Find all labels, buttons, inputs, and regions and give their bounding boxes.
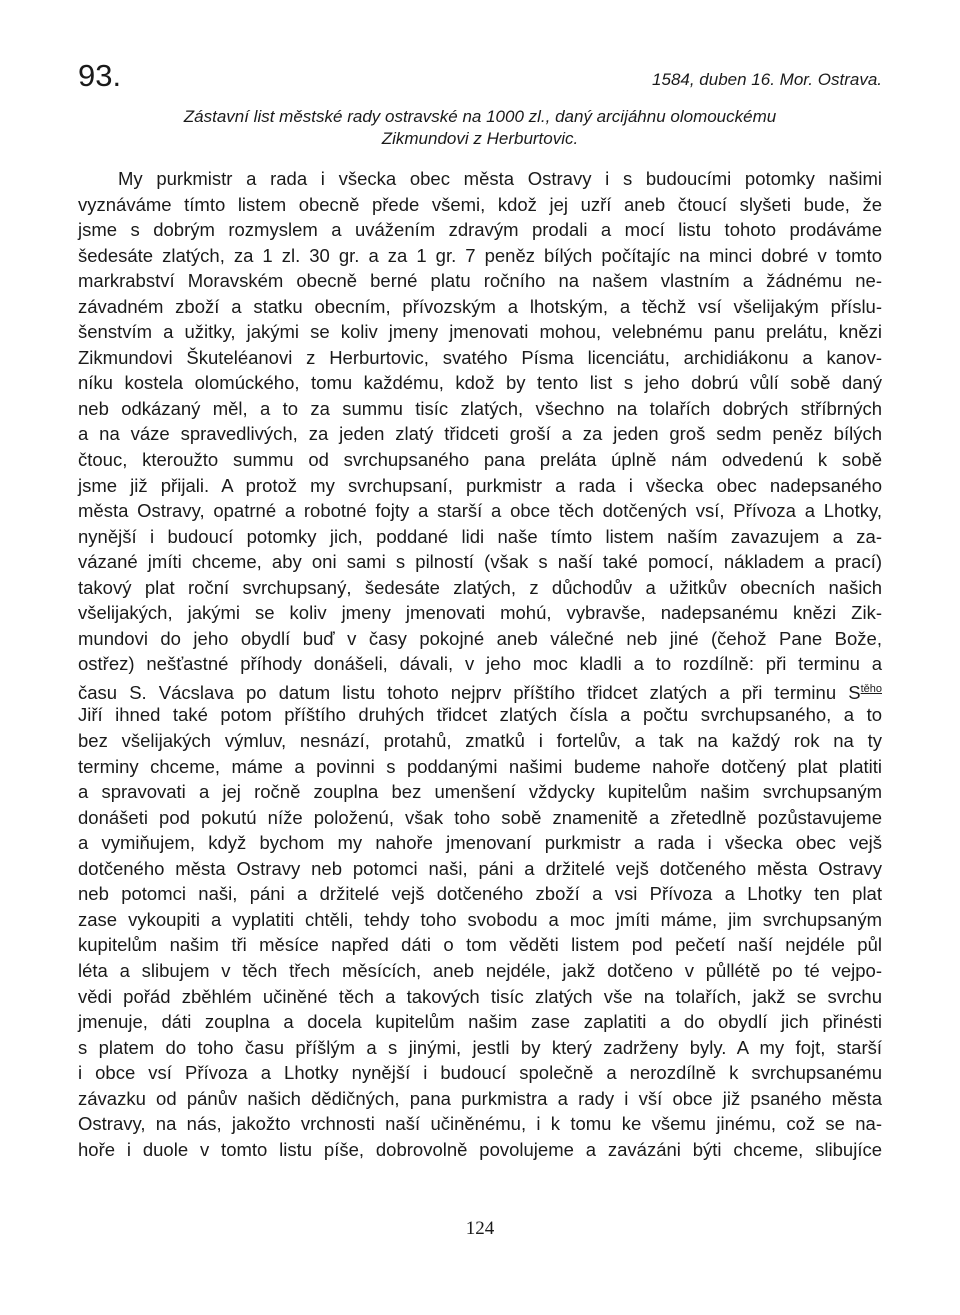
text-line: závadném zboží a statku obecním, přívozským a lhotským, a těchž vsí všelijakým příslu- xyxy=(78,295,882,317)
text-line: a spravovati a jej ročně zouplna bez umenšení vždycky kupitelům našim svrchupsaným xyxy=(78,781,882,803)
document-title xyxy=(118,106,842,150)
text-line: Ostravy, na nás, jakožto vrchnosti naší učiněnému, i k tomu ke všemu jinému, což se na- xyxy=(78,1113,882,1135)
text-line: hoře i duole v tomto listu píše, dobrovolně povolujeme a zavázáni býti chceme, slibujíce xyxy=(78,1138,882,1160)
text-line: léta a slibujem v těch třech měsících, aneb nejdéle, jakž dotčeno v půllétě po té vejpo- xyxy=(78,959,882,981)
text-line: vázané jmíti chceme, aby oni sami s pilností (však s naší také pomocí, nákladem a prací) xyxy=(78,551,882,573)
superscript-abbreviation: těho xyxy=(860,682,882,695)
text-line: s platem do toho času příšlým a s jinými, jestli by který zadrženy byly. A my fojt, starší xyxy=(78,1036,882,1058)
text-line: jsme s dobrým rozmyslem a uvážením zdravým prodali a mocí listu tohoto prodáváme xyxy=(78,219,882,241)
text-line: neb odkázaný měl, a to za summu tisíc zlatých, všechno na tolařích dobrých stříbrných xyxy=(78,397,882,419)
text-line: všelijakých, jakými se koliv jmeny jmenovati mohú, vybravše, nadepsanému knězi Zik- xyxy=(78,602,882,624)
document-page xyxy=(78,58,882,1162)
text-line: donášeti pod pokutú níže položenú, však toho sobě znamenitě a zřetedlně pozůstavujeme xyxy=(78,806,882,828)
document-body xyxy=(78,166,882,1162)
text-line: jsme již přijali. A protož my svrchupsaní, purkmistr a rada i všecka obec nadepsaného xyxy=(78,474,882,496)
text-line: města Ostravy, opatrné a robotné fojty a starší a obce těch dotčených vsí, Přívoza a Lhotky, xyxy=(78,500,882,522)
document-number: 93. xyxy=(78,58,122,93)
text-line: jmenuje, dáti zouplna a docela kupitelům našim zase zaplatiti a do obydlí jich přinésti xyxy=(78,1011,882,1033)
text-line: a na váze spravedlivých, za jeden zlatý třidceti groší a za jeden groš sedm peněz bílých xyxy=(78,423,882,445)
text-line: Jiří ihned také potom příštího druhých třidcet zlatých čísla a počtu svrchupsaného, a to xyxy=(78,704,882,726)
text-line: kupitelům našim tři měsíce napřed dáti o tom věděti listem pod pečetí naší nejdéle půl xyxy=(78,934,882,956)
text-line: ostřez) nešťastné příhody donášeli, dávali, v jeho moc kladli a to rozdílně: při terminu a xyxy=(78,653,882,675)
text-line: i obce vsí Přívoza a Lhotky nynější i budoucí společně a nerozdílně k svrchupsanému xyxy=(78,1062,882,1084)
text-line: níku kostela olomúckého, tomu každému, kdož by tento list s jeho dobrú vůlí sobě daný xyxy=(78,372,882,394)
text-line: nynější i budoucí potomky jich, poddané lidi naše tímto listem naším zavazujem a za- xyxy=(78,525,882,547)
text-line: bez všelijakých výmluv, nesnází, protahů, zmatků i fortelův, a tak na každý rok na ty xyxy=(78,730,882,752)
text-line: času S. Vácslava po datum listu tohoto nejprv příštího třidcet zlatých a při terminu $S^{těho}$ xyxy=(78,682,882,704)
text-line: šenstvím a užitky, jakými se koliv jmeny jmenovati mohou, velebnému panu prelátu, knězi xyxy=(78,321,882,343)
text-line: Zikmundovi Škuteléanovi z Herburtovic, svatého Písma licenciátu, archidiákonu a kanov- xyxy=(78,346,882,368)
text-line: závazku od pánův našich dědičných, pana purkmistra a rady i vší obce již psaného města xyxy=(78,1087,882,1109)
text-line: mundovi do jeho obydlí buď v časy pokojné aneb válečné neb jiné (čehož Pane Bože, xyxy=(78,627,882,649)
text-line: dotčeného města Ostravy neb potomci naši, páni a držitelé vejš dotčeného města Ostravy xyxy=(78,857,882,879)
text-line: vědi pořád zběhlém učiněné těch a takových tisíc zlatých vše na tolařích, jakž se svrchu xyxy=(78,985,882,1007)
document-title-line: Zástavní list městské rady ostravské na 1000 zl., daný arcijáhnu olomouckému xyxy=(183,107,777,126)
text-line: šedesáte zlatých, za 1 zl. 30 gr. a za 1 gr. 7 peněz bílých počítajíc na minci dobré v tomto xyxy=(78,244,882,266)
page-number: 124 xyxy=(465,1218,495,1239)
text-line: zase vykoupiti a vyplatiti chtěli, tehdy toho svobodu a moc jmíti máme, jim svrchupsaným xyxy=(78,908,882,930)
text-line: čtouc, kteroužto summu od svrchupsaného pana preláta úplně nám odvedenú k sobě xyxy=(78,449,882,471)
text-line: vyznáváme tímto listem obecně přede všemi, kdož jej uzří aneb čtoucí slyšeti bude, že xyxy=(78,193,882,215)
text-line: markrabství Moravském obecně berné platu ročního na našem vlastním a žádnému ne- xyxy=(78,270,882,292)
document-title-line: Zikmundovi z Herburtovic. xyxy=(381,129,579,148)
text-line: a vymiňujem, když bychom my nahoře jmenovaní purkmistr a rada i všecka obec vejš xyxy=(78,832,882,854)
text-line: My purkmistr a rada i všecka obec města Ostravy i s budoucími potomky našimi xyxy=(118,168,882,189)
text-line: terminy chceme, máme a povinni s poddanými našimi budeme nahoře dotčený plat platiti xyxy=(78,755,882,777)
document-header xyxy=(78,58,882,106)
document-date: 1584, duben 16. Mor. Ostrava. xyxy=(652,70,882,89)
text-line: neb potomci naši, páni a držitelé vejš dotčeného zboží a vsi Přívoza a Lhotky ten plat xyxy=(78,883,882,905)
text-line: takový plat roční svrchupsaný, šedesáte zlatých, z důchodův a užitkův obecních našich xyxy=(78,576,882,598)
